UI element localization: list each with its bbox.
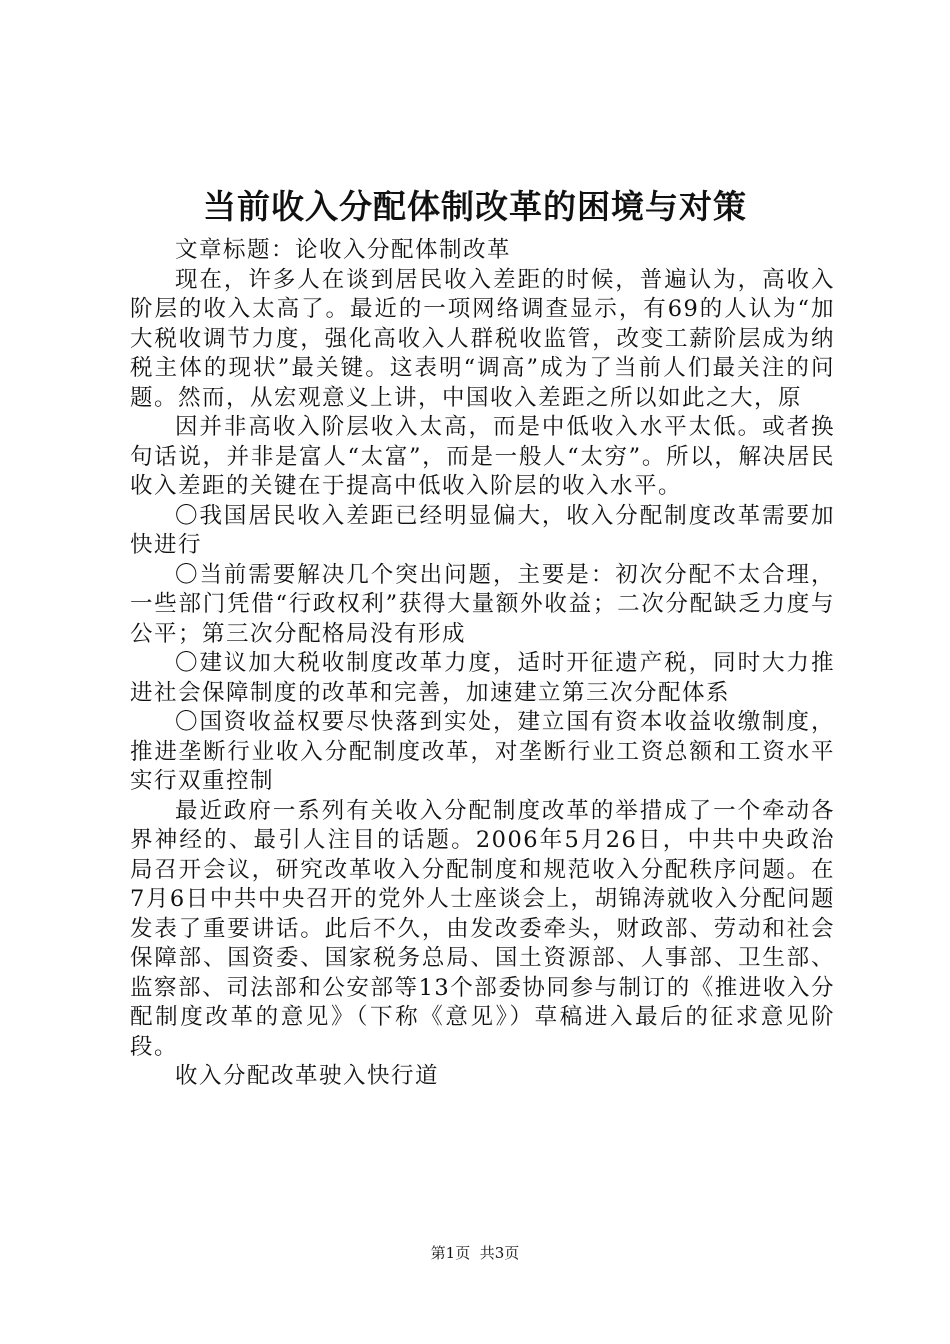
paragraph-article-label: 文章标题：论收入分配体制改革 xyxy=(175,237,512,263)
document-title: 当前收入分配体制改革的困境与对策 xyxy=(203,187,747,226)
summary-point: 〇我国居民收入差距已经明显偏大，收入分配制度改革需要加快进行 xyxy=(130,502,835,558)
summary-point: 〇当前需要解决几个突出问题，主要是：初次分配不太合理，一些部门凭借“行政权利”获得大量额外收益；二次分配缺乏力度与公平；第三次分配格局没有形成 xyxy=(130,561,835,647)
section-heading: 收入分配改革驶入快行道 xyxy=(175,1063,440,1089)
paragraph: 现在，许多人在谈到居民收入差距的时候，普遍认为，高收入阶层的收入太高了。最近的一项网络调查显示，有69的人认为“加大税收调节力度，强化高收入人群税收监管，改变工薪阶层成为纳税主体的现状”最关键。这表明“调高”成为了当前人们最关注的问题。然而，从宏观意义上讲，中国收入差距之所以如此之大，原 xyxy=(130,266,835,411)
summary-point: 〇国资收益权要尽快落到实处，建立国有资本收益收缴制度，推进垄断行业收入分配制度改革，对垄断行业工资总额和工资水平实行双重控制 xyxy=(130,709,835,794)
paragraph: 最近政府一系列有关收入分配制度改革的举措成了一个牵动各界神经的、最引人注目的话题。2006年5月26日，中共中央政治局召开会议，研究改革收入分配制度和规范收入分配秩序问题。在7月6日中共中央召开的党外人士座谈会上，胡锦涛就收入分配问题发表了重要讲话。此后不久，由发改委牵头，财政部、劳动和社会保障部、国资委、国家税务总局、国土资源部、人事部、卫生部、监察部、司法部和公安部等13个部委协同参与制订的《推进收入分配制度改革的意见》（下称《意见》）草稿进入最后的征求意见阶段。 xyxy=(130,797,835,1060)
page-number: 第1页 xyxy=(430,1244,471,1262)
paragraph: 因并非高收入阶层收入太高，而是中低收入水平太低。或者换句话说，并非是富人“太富”，而是一般人“太穷”。所以，解决居民收入差距的关键在于提高中低收入阶层的收入水平。 xyxy=(130,414,835,499)
summary-point: 〇建议加大税收制度改革力度，适时开征遗产税，同时大力推进社会保障制度的改革和完善，加速建立第三次分配体系 xyxy=(130,650,835,706)
page-footer xyxy=(0,1243,950,1263)
document-body xyxy=(130,236,835,1092)
page-total: 共3页 xyxy=(479,1244,520,1262)
